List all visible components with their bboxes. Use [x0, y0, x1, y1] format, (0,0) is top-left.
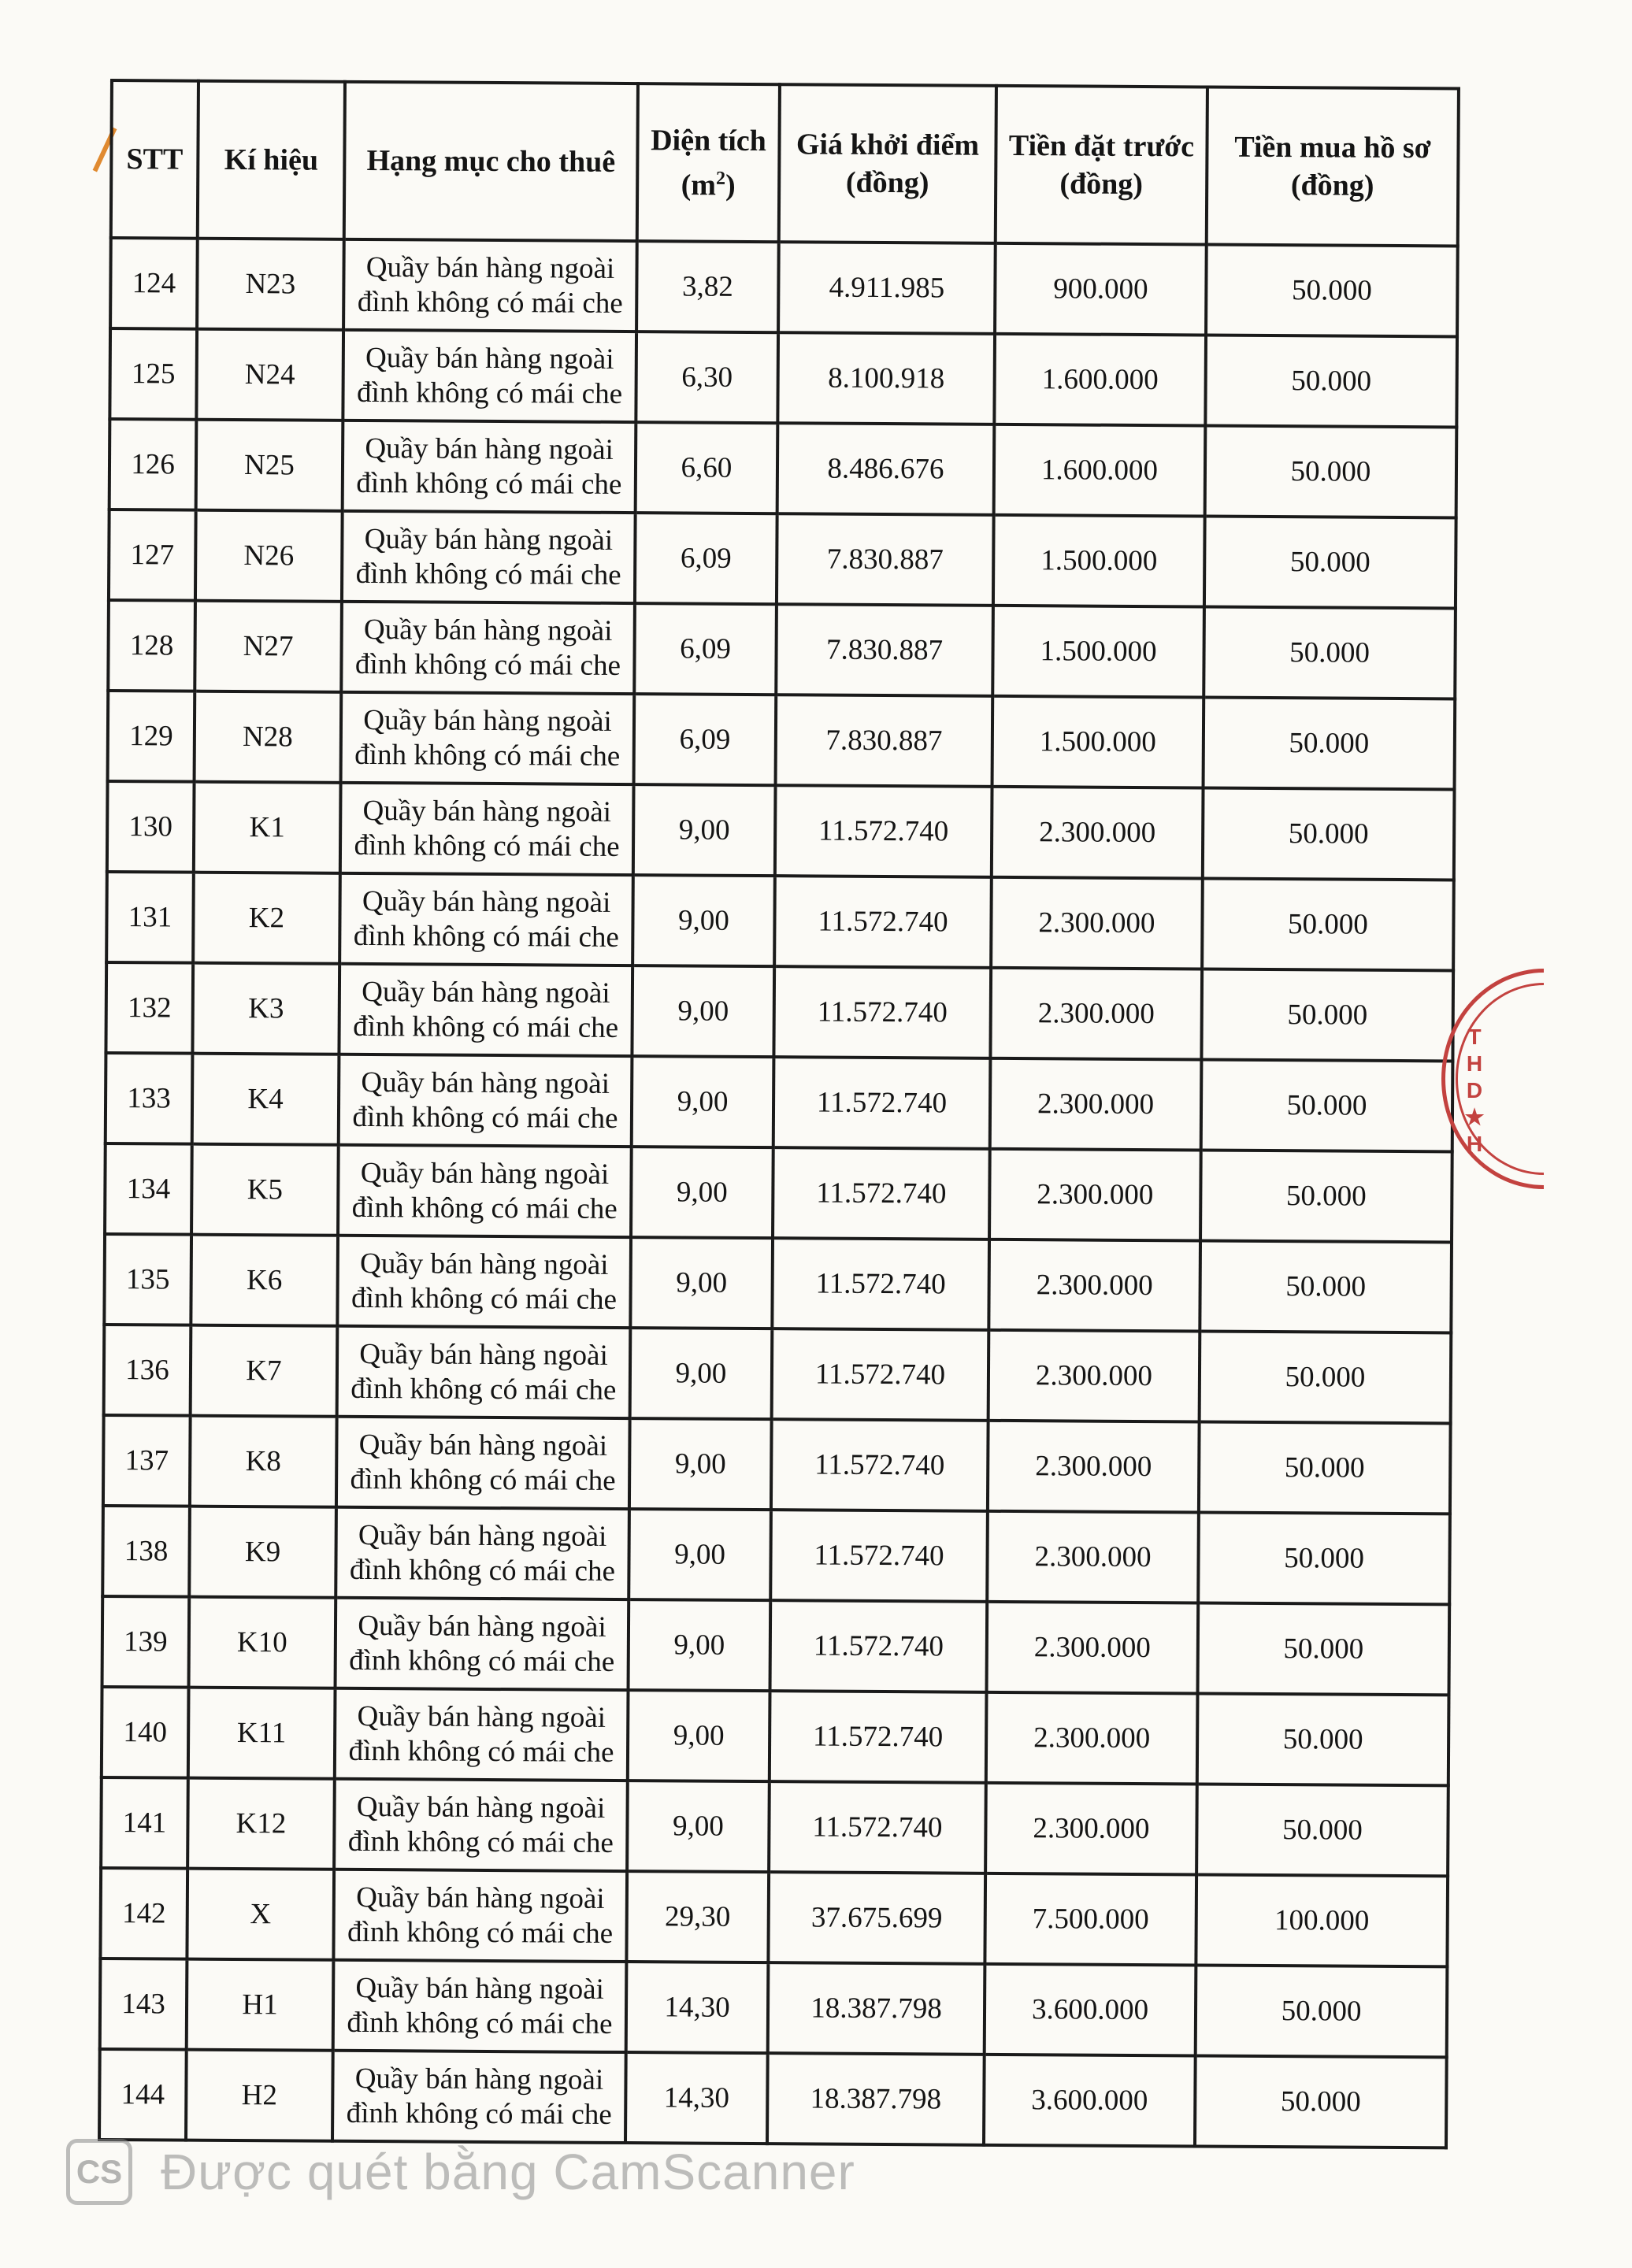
cell-starting-price: 11.572.740 — [770, 1600, 988, 1692]
cell-dossier-fee: 100.000 — [1196, 1874, 1448, 1966]
category-line: Quầy bán hàng ngoài — [362, 794, 612, 828]
cell-dossier-fee: 50.000 — [1204, 516, 1456, 608]
cell-category — [334, 1779, 628, 1871]
cell-symbol: N25 — [196, 420, 343, 511]
cell-area: 6,60 — [636, 422, 778, 513]
cell-symbol: K12 — [187, 1778, 335, 1870]
cell-dossier-fee: 50.000 — [1201, 1059, 1453, 1151]
cell-symbol: K8 — [190, 1416, 337, 1507]
cell-starting-price: 7.830.887 — [776, 604, 993, 696]
cell-stt: 139 — [102, 1596, 190, 1688]
cell-dossier-fee: 50.000 — [1202, 878, 1454, 970]
cell-stt: 127 — [109, 510, 196, 601]
cell-starting-price: 8.486.676 — [777, 423, 995, 515]
table-row — [109, 510, 1456, 608]
cell-category — [339, 1054, 632, 1147]
seal-letter: H — [1466, 1051, 1483, 1076]
cell-category — [337, 1236, 631, 1328]
category-line: đình không có mái che — [353, 1010, 619, 1044]
cell-stt: 131 — [106, 872, 194, 963]
cell-stt: 140 — [102, 1687, 189, 1778]
seal-letter: H — [1466, 1132, 1483, 1156]
header-label: Tiền đặt trước — [1008, 128, 1195, 164]
table-row — [102, 1506, 1450, 1604]
cell-symbol: K5 — [191, 1144, 339, 1236]
category-line: Quầy bán hàng ngoài — [358, 1518, 607, 1553]
cell-category — [336, 1598, 629, 1690]
cell-stt: 132 — [106, 962, 193, 1054]
cell-symbol: K2 — [193, 873, 340, 964]
seal-letter: T — [1467, 1025, 1482, 1049]
category-line: đình không có mái che — [357, 285, 623, 320]
cell-dossier-fee: 50.000 — [1200, 1331, 1452, 1423]
cell-deposit: 2.300.000 — [985, 1783, 1197, 1875]
cell-category — [333, 1960, 627, 2052]
table-row — [104, 1234, 1452, 1332]
cell-deposit: 3.600.000 — [984, 2055, 1196, 2147]
cell-category — [335, 1688, 629, 1781]
camscanner-watermark — [66, 2136, 855, 2208]
category-line: Quầy bán hàng ngoài — [365, 250, 615, 285]
seal-letter: ★ — [1464, 1105, 1485, 1129]
table-row — [100, 1868, 1448, 1966]
cell-category — [340, 783, 634, 875]
cell-starting-price: 18.387.798 — [768, 1962, 985, 2055]
category-line: Quầy bán hàng ngoài — [365, 432, 614, 466]
cell-symbol: K6 — [191, 1235, 338, 1326]
cell-area: 9,00 — [632, 875, 775, 966]
cell-symbol: N28 — [195, 691, 342, 783]
cell-dossier-fee: 50.000 — [1200, 1240, 1452, 1332]
cell-area: 6,09 — [634, 694, 777, 785]
category-line: đình không có mái che — [347, 1825, 614, 1859]
category-line: Quầy bán hàng ngoài — [356, 1790, 606, 1825]
cell-symbol: H1 — [187, 1959, 334, 2051]
category-line: Quầy bán hàng ngoài — [365, 341, 614, 376]
cell-symbol: K11 — [188, 1688, 336, 1779]
category-line: Quầy bán hàng ngoài — [363, 613, 613, 647]
category-line: Quầy bán hàng ngoài — [358, 1428, 608, 1462]
watermark-text: Được quét bằng CamScanner — [161, 2144, 855, 2200]
cell-category — [336, 1507, 629, 1599]
cell-stt: 142 — [100, 1868, 187, 1959]
header-label: Diện tích — [651, 123, 767, 158]
cell-stt: 125 — [109, 328, 197, 420]
header-category — [344, 82, 638, 241]
table-row — [104, 1325, 1452, 1423]
category-line: đình không có mái che — [353, 919, 619, 954]
category-line: Quầy bán hàng ngoài — [362, 884, 611, 919]
cell-category — [339, 873, 633, 965]
cell-dossier-fee: 50.000 — [1196, 1784, 1448, 1876]
cell-deposit: 2.300.000 — [988, 1330, 1200, 1422]
cell-starting-price: 37.675.699 — [768, 1872, 985, 1964]
cell-dossier-fee: 50.000 — [1200, 1150, 1452, 1242]
cell-dossier-fee: 50.000 — [1198, 1603, 1450, 1695]
cell-dossier-fee: 50.000 — [1203, 788, 1455, 880]
cell-stt: 135 — [104, 1234, 191, 1325]
cell-symbol: H2 — [186, 2050, 333, 2141]
cell-stt: 141 — [101, 1777, 188, 1869]
cell-symbol: K3 — [192, 963, 339, 1054]
cell-category — [337, 1326, 631, 1418]
cell-area: 9,00 — [628, 1690, 770, 1781]
header-stt — [111, 80, 198, 239]
cell-category — [336, 1417, 630, 1509]
cell-dossier-fee: 50.000 — [1206, 245, 1458, 337]
category-line: đình không có mái che — [354, 647, 621, 682]
cell-stt: 129 — [108, 691, 195, 782]
header-label: Giá khởi điểm — [796, 128, 980, 162]
category-line: Quầy bán hàng ngoài — [357, 1699, 606, 1734]
cell-area: 9,00 — [629, 1599, 771, 1691]
table-row — [105, 1143, 1452, 1242]
cell-area: 3,82 — [636, 241, 779, 332]
cell-deposit: 3.600.000 — [985, 1964, 1196, 2056]
cell-stt: 138 — [102, 1506, 190, 1597]
cell-symbol: K7 — [191, 1325, 338, 1417]
cell-stt: 133 — [106, 1053, 193, 1144]
cell-dossier-fee: 50.000 — [1204, 606, 1456, 699]
category-line: đình không có mái che — [354, 738, 621, 773]
header-starting_price — [779, 84, 996, 243]
cell-stt: 126 — [109, 419, 197, 510]
table-row — [102, 1687, 1449, 1785]
cell-area: 9,00 — [632, 965, 774, 1057]
table-row — [103, 1415, 1451, 1514]
cell-deposit: 2.300.000 — [988, 1240, 1200, 1332]
cell-area: 9,00 — [627, 1781, 770, 1872]
category-line: đình không có mái che — [351, 1191, 618, 1225]
category-line: đình không có mái che — [349, 1644, 615, 1678]
header-label: Hạng mục cho thuê — [366, 143, 616, 179]
cell-deposit: 1.500.000 — [992, 696, 1204, 788]
category-line: đình không có mái che — [350, 1462, 616, 1497]
seal-letter: D — [1466, 1078, 1483, 1102]
cell-deposit: 1.600.000 — [994, 334, 1206, 426]
cell-deposit: 2.300.000 — [992, 787, 1204, 879]
header-label: Tiền mua hồ sơ — [1234, 130, 1431, 165]
cell-stt: 136 — [104, 1325, 191, 1416]
cell-deposit: 2.300.000 — [986, 1692, 1198, 1784]
cell-starting-price: 18.387.798 — [767, 2053, 985, 2145]
cell-area: 6,09 — [634, 603, 777, 695]
header-dossier_fee — [1207, 87, 1459, 246]
category-line: Quầy bán hàng ngoài — [363, 703, 612, 738]
category-line: Quầy bán hàng ngoài — [354, 2062, 604, 2096]
cell-category — [341, 602, 635, 694]
cell-area: 14,30 — [626, 1962, 769, 2053]
cell-area: 9,00 — [631, 1147, 773, 1238]
cell-symbol: N24 — [196, 329, 343, 421]
cell-dossier-fee: 50.000 — [1205, 426, 1457, 518]
header-label: Kí hiệu — [224, 143, 319, 177]
cell-dossier-fee: 50.000 — [1195, 2055, 1447, 2148]
table-row — [110, 238, 1458, 336]
cell-area: 9,00 — [630, 1237, 773, 1329]
table-body — [99, 238, 1458, 2148]
table-row — [99, 2049, 1447, 2148]
cell-category — [342, 511, 636, 603]
category-line: đình không có mái che — [347, 1915, 614, 1950]
category-line: Quầy bán hàng ngoài — [359, 1337, 608, 1372]
category-line: đình không có mái che — [348, 1734, 614, 1769]
header-unit: (đồng) — [1290, 169, 1374, 202]
cell-dossier-fee: 50.000 — [1198, 1512, 1450, 1604]
cell-symbol: K4 — [192, 1054, 339, 1145]
cell-area: 29,30 — [626, 1871, 769, 1962]
cell-stt: 128 — [108, 600, 195, 691]
cell-symbol: N27 — [195, 601, 342, 692]
table-header-row — [111, 80, 1459, 246]
cell-dossier-fee: 50.000 — [1196, 1965, 1448, 2057]
cell-area: 6,09 — [635, 513, 777, 604]
category-line: Quầy bán hàng ngoài — [356, 1881, 605, 1915]
cell-starting-price: 7.830.887 — [776, 695, 993, 787]
cell-starting-price: 7.830.887 — [777, 513, 994, 606]
table-row — [108, 691, 1456, 789]
cell-dossier-fee: 50.000 — [1201, 969, 1453, 1061]
cell-starting-price: 11.572.740 — [773, 966, 991, 1058]
cell-stt: 143 — [100, 1959, 187, 2050]
cell-symbol: K9 — [189, 1506, 336, 1598]
cell-category — [338, 1145, 632, 1237]
cell-stt: 134 — [105, 1143, 192, 1235]
cell-starting-price: 11.572.740 — [773, 1057, 991, 1149]
table-row — [106, 1053, 1453, 1151]
cell-category — [333, 1870, 627, 1962]
category-line: Quầy bán hàng ngoài — [360, 1156, 610, 1191]
cell-starting-price: 8.100.918 — [777, 332, 995, 424]
cell-starting-price: 11.572.740 — [773, 1147, 990, 1240]
table-row — [106, 962, 1453, 1061]
cell-area: 6,30 — [636, 332, 778, 423]
header-unit: (đồng) — [845, 165, 929, 200]
cell-deposit: 2.300.000 — [990, 968, 1202, 1060]
category-line: Quầy bán hàng ngoài — [355, 1971, 605, 2006]
cell-deposit: 7.500.000 — [985, 1873, 1196, 1966]
cell-stt: 124 — [110, 238, 198, 329]
cell-dossier-fee: 50.000 — [1205, 335, 1457, 428]
cell-starting-price: 11.572.740 — [770, 1691, 987, 1783]
cell-stt: 130 — [107, 781, 195, 873]
header-unit: $(m^2)$ — [681, 168, 736, 202]
cell-deposit: 1.500.000 — [993, 515, 1205, 607]
cell-deposit: 2.300.000 — [990, 1058, 1202, 1151]
category-line: đình không có mái che — [351, 1372, 617, 1406]
table-row — [106, 872, 1454, 970]
table-row — [100, 1959, 1448, 2057]
cell-starting-price: 11.572.740 — [771, 1419, 988, 1511]
header-deposit — [996, 86, 1207, 245]
cell-deposit: 2.300.000 — [988, 1421, 1200, 1513]
cell-deposit: 900.000 — [995, 243, 1207, 335]
auction-price-table — [98, 79, 1460, 2149]
cell-starting-price: 11.572.740 — [774, 876, 992, 968]
cell-category — [332, 2051, 626, 2143]
cell-area: 9,00 — [632, 1056, 774, 1147]
category-line: đình không có mái che — [356, 466, 622, 501]
header-label: STT — [126, 143, 184, 176]
cell-symbol: N26 — [195, 510, 343, 602]
red-seal-stamp — [1441, 969, 1544, 1189]
category-line: đình không có mái che — [355, 557, 621, 591]
category-line: đình không có mái che — [352, 1100, 618, 1135]
cell-starting-price: 4.911.985 — [778, 242, 996, 334]
cell-area: 14,30 — [625, 2052, 768, 2144]
table-row — [102, 1596, 1450, 1695]
category-line: Quầy bán hàng ngoài — [364, 522, 614, 557]
cell-category — [343, 421, 636, 513]
category-line: đình không có mái che — [356, 376, 623, 410]
cell-area: 9,00 — [633, 784, 776, 876]
category-line: đình không có mái che — [347, 2006, 613, 2040]
table-row — [109, 419, 1457, 517]
table-row — [108, 600, 1456, 699]
cell-dossier-fee: 50.000 — [1204, 697, 1456, 789]
category-line: đình không có mái che — [349, 1553, 616, 1588]
category-line: đình không có mái che — [351, 1281, 618, 1316]
cell-area: 9,00 — [630, 1328, 773, 1419]
header-area — [637, 83, 780, 242]
seal-lettering — [1459, 1024, 1490, 1158]
cell-deposit: 1.600.000 — [994, 424, 1206, 517]
table-row — [101, 1777, 1448, 1876]
category-line: Quầy bán hàng ngoài — [361, 1065, 610, 1100]
cell-deposit: 2.300.000 — [991, 877, 1203, 969]
category-line: đình không có mái che — [354, 828, 620, 863]
cell-category — [343, 330, 636, 422]
cell-category — [339, 964, 632, 1056]
cell-deposit: 2.300.000 — [987, 1602, 1199, 1694]
cell-starting-price: 11.572.740 — [775, 785, 992, 877]
cell-starting-price: 11.572.740 — [772, 1329, 989, 1421]
cell-starting-price: 11.572.740 — [772, 1238, 989, 1330]
cell-stt: 144 — [99, 2049, 187, 2140]
cell-area: 9,00 — [629, 1418, 772, 1510]
cell-symbol: K1 — [194, 782, 341, 873]
category-line: Quầy bán hàng ngoài — [359, 1247, 609, 1281]
cell-symbol: K10 — [189, 1597, 336, 1688]
header-unit: (đồng) — [1059, 167, 1144, 202]
cell-dossier-fee: 50.000 — [1199, 1421, 1451, 1514]
table-row — [107, 781, 1455, 880]
cell-category — [343, 239, 637, 332]
cell-symbol: X — [187, 1869, 334, 1960]
camscanner-logo-icon: CS — [66, 2139, 132, 2205]
cell-area: 9,00 — [629, 1509, 771, 1600]
cell-dossier-fee: 50.000 — [1197, 1693, 1449, 1785]
cell-deposit: 1.500.000 — [992, 606, 1204, 698]
cell-deposit: 2.300.000 — [987, 1511, 1199, 1603]
header-symbol — [198, 81, 345, 239]
category-line: Quầy bán hàng ngoài — [362, 975, 610, 1010]
cell-starting-price: 11.572.740 — [769, 1781, 986, 1873]
cell-starting-price: 11.572.740 — [770, 1510, 988, 1602]
category-line: đình không có mái che — [346, 2096, 612, 2131]
cell-category — [341, 692, 635, 784]
category-line: Quầy bán hàng ngoài — [358, 1609, 606, 1644]
cell-deposit: 2.300.000 — [989, 1149, 1201, 1241]
cell-symbol: N23 — [197, 239, 344, 330]
cell-stt: 137 — [103, 1415, 191, 1506]
table-row — [109, 328, 1457, 427]
